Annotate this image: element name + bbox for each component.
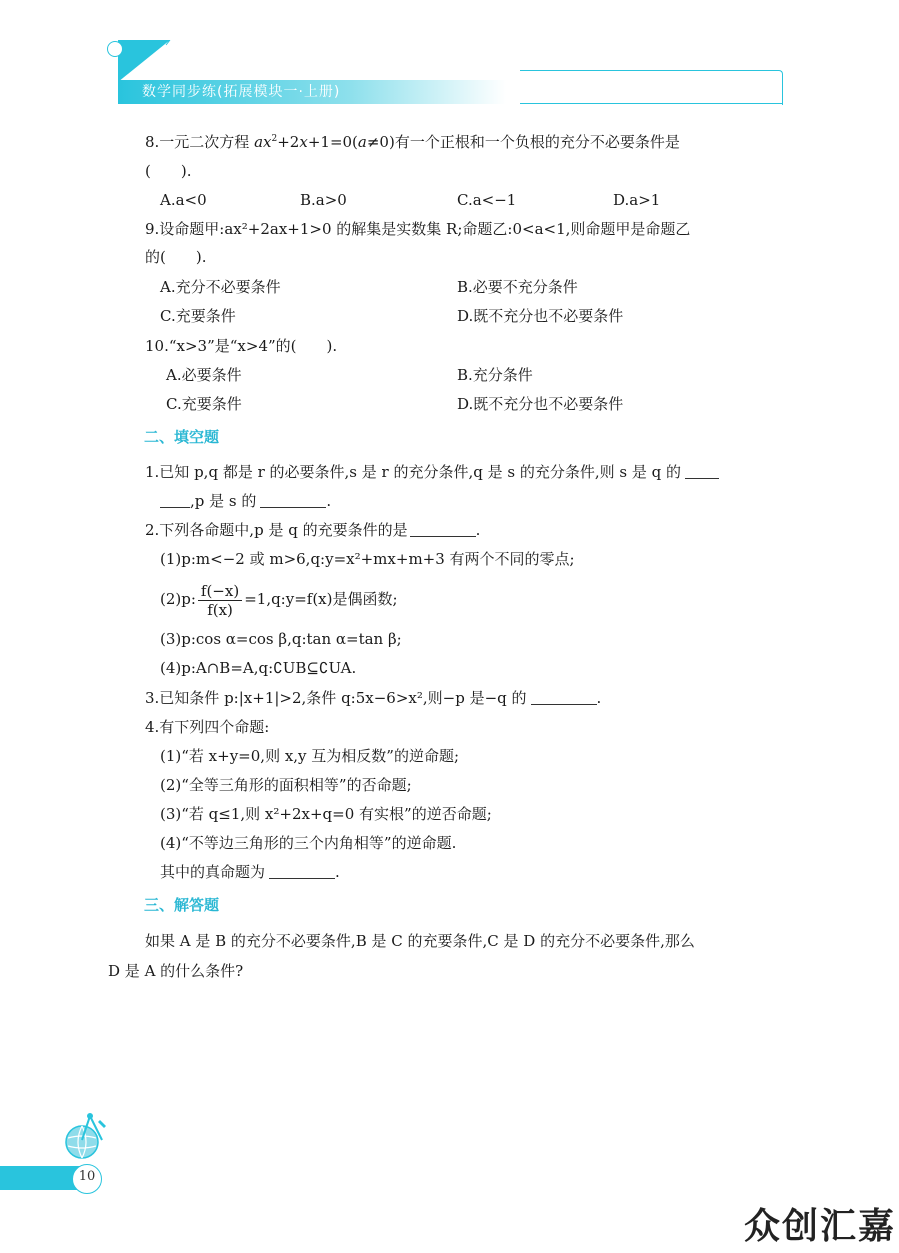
fraction: $\frac{f(-x)}{f(x)}$ [198, 582, 242, 619]
book-title: 数学同步练(拓展模块一·上册) [142, 84, 341, 100]
q10-option-a: A.必要条件 [166, 366, 242, 384]
fill-2-stem: 2.下列各命题中,p 是 q 的充要条件的是 . [145, 521, 481, 539]
q9-option-a: A.充分不必要条件 [160, 278, 281, 296]
page-number: 10 [78, 1169, 96, 1184]
watermark: 众创汇嘉 [744, 1206, 897, 1247]
q9-option-d: D.既不充分也不必要条件 [457, 307, 624, 325]
q8-option-a: A.a<0 [160, 191, 207, 209]
globe-compass-icon [60, 1110, 112, 1166]
section-heading-answer: 三、解答题 [144, 896, 220, 914]
section-heading-fill-in: 二、填空题 [144, 428, 220, 446]
q8-stem-line2: ( ). [145, 162, 192, 180]
fill-2-item-3: (3)p:cos α=cos β,q:tan α=tan β; [160, 630, 402, 648]
q10-option-d: D.既不充分也不必要条件 [457, 395, 624, 413]
q9-stem-line2: 的( ). [145, 248, 207, 266]
fill-4-item-3: (3)“若 q≤1,则 x²+2x+q=0 有实根”的逆否命题; [160, 805, 492, 823]
q10-option-c: C.充要条件 [166, 395, 242, 413]
answer-question-line2: D 是 A 的什么条件? [108, 962, 244, 980]
answer-blank[interactable] [410, 522, 476, 537]
fill-4-item-2: (2)“全等三角形的面积相等”的否命题; [160, 776, 412, 794]
fill-2-item-1: (1)p:m<−2 或 m>6,q:y=x²+mx+m+3 有两个不同的零点; [160, 550, 575, 568]
q8-option-b: B.a>0 [300, 191, 347, 209]
fill-4-tail: 其中的真命题为 . [160, 863, 340, 881]
header-triangle-decoration [118, 40, 178, 84]
answer-blank[interactable] [685, 464, 719, 479]
fill-1-line1: 1.已知 p,q 都是 r 的必要条件,s 是 r 的充分条件,q 是 s 的充分条件,则 s 是 q 的 [145, 461, 719, 483]
answer-blank[interactable] [531, 690, 597, 705]
q10-option-b: B.充分条件 [457, 366, 533, 384]
q9-stem-line1: 9.设命题甲:ax²+2ax+1>0 的解集是实数集 R;命题乙:0<a<1,则命题甲是命题乙 [145, 220, 691, 238]
fill-3: 3.已知条件 p:|x+1|>2,条件 q:5x−6>x²,则−p 是−q 的 . [145, 689, 602, 707]
fill-4-item-4: (4)“不等边三角形的三个内角相等”的逆命题. [160, 834, 457, 852]
fill-1-line2: ,p 是 s 的 . [160, 490, 331, 512]
answer-blank[interactable] [269, 864, 335, 879]
q8-option-c: C.a<−1 [457, 191, 517, 209]
fill-4-item-1: (1)“若 x+y=0,则 x,y 互为相反数”的逆命题; [160, 747, 460, 765]
q8-option-d: D.a>1 [613, 191, 661, 209]
q10-stem: 10.“x>3”是“x>4”的( ). [145, 337, 338, 355]
fill-2-item-4: (4)p:A∩B=A,q:∁UB⊆∁UA. [160, 659, 357, 677]
q9-option-b: B.必要不充分条件 [457, 278, 578, 296]
q8-stem-line1: 8.一元二次方程 $ax^2+2x+1=0(a\ne 0)$有一个正根和一个负根的充分不必要条件是 [145, 133, 680, 151]
answer-blank[interactable] [160, 493, 190, 508]
header-frame [520, 70, 783, 105]
header-frame-bottom [520, 103, 783, 104]
fill-4-stem: 4.有下列四个命题: [145, 718, 270, 736]
fill-2-item-2: (2)p: $\frac{f(-x)}{f(x)}$ =1,q:y=f(x)是偶函数; [160, 581, 398, 619]
answer-blank[interactable] [260, 493, 326, 508]
header-circle-decoration [107, 41, 123, 57]
answer-question-line1: 如果 A 是 B 的充分不必要条件,B 是 C 的充要条件,C 是 D 的充分不必要条件,那么 [145, 932, 695, 950]
q9-option-c: C.充要条件 [160, 307, 236, 325]
